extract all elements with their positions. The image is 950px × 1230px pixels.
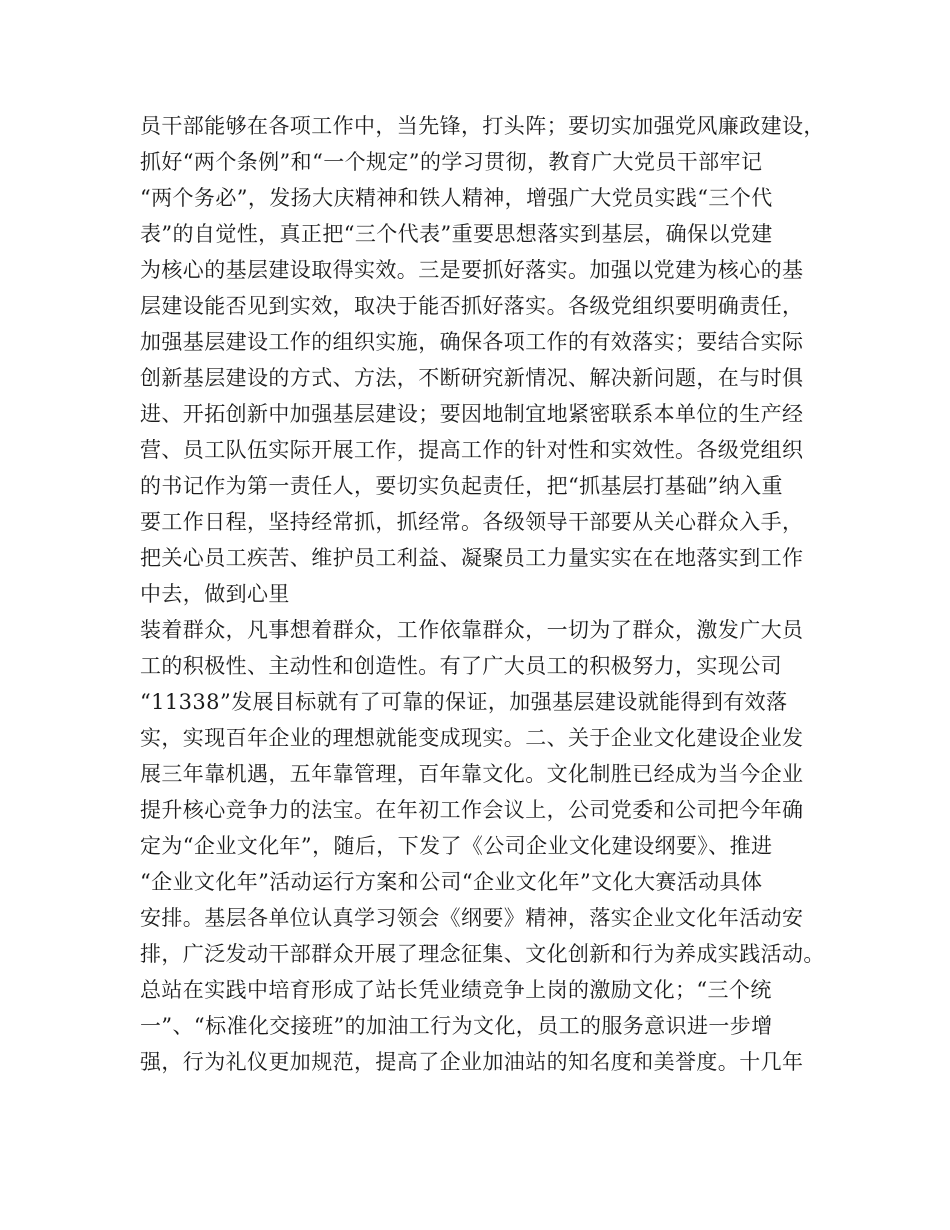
text-line: 加强基层建设工作的组织实施，确保各项工作的有效落实；要结合实际 bbox=[140, 330, 804, 354]
text-line: “企业文化年”活动运行方案和公司“企业文化年”文化大赛活动具体 bbox=[140, 870, 763, 894]
text-line: 安排。基层各单位认真学习领会《纲要》精神，落实企业文化年活动安 bbox=[140, 906, 804, 930]
text-line: 工的积极性、主动性和创造性。有了广大员工的积极努力，实现公司 bbox=[140, 654, 782, 678]
text-line: “两个务必”，发扬大庆精神和铁人精神，增强广大党员实践“三个代 bbox=[140, 186, 773, 210]
text-line: 营、员工队伍实际开展工作，提高工作的针对性和实效性。各级党组织 bbox=[140, 438, 804, 462]
text-line: “11338”发展目标就有了可靠的保证，加强基层建设就能得到有效落 bbox=[140, 690, 788, 714]
text-line: 强，行为礼仪更加规范，提高了企业加油站的知名度和美誉度。十几年 bbox=[140, 1050, 804, 1074]
text-line: 进、开拓创新中加强基层建设；要因地制宜地紧密联系本单位的生产经 bbox=[140, 402, 804, 426]
text-line: 实，实现百年企业的理想就能变成现实。二、关于企业文化建设企业发 bbox=[140, 726, 804, 750]
text-line: 把关心员工疾苦、维护员工利益、凝聚员工力量实实在在地落实到工作 bbox=[140, 546, 804, 570]
text-line: 提升核心竞争力的法宝。在年初工作会议上，公司党委和公司把今年确 bbox=[140, 798, 804, 822]
text-line: 展三年靠机遇，五年靠管理，百年靠文化。文化制胜已经成为当今企业 bbox=[140, 762, 804, 786]
text-line: 装着群众，凡事想着群众，工作依靠群众，一切为了群众，激发广大员 bbox=[140, 618, 804, 642]
text-line: 层建设能否见到实效，取决于能否抓好落实。各级党组织要明确责任， bbox=[140, 294, 804, 318]
text-line: 中去，做到心里 bbox=[140, 582, 290, 606]
body-text bbox=[140, 108, 830, 1080]
text-line: 为核心的基层建设取得实效。三是要抓好落实。加强以党建为核心的基 bbox=[140, 258, 804, 282]
text-line: 总站在实践中培育形成了站长凭业绩竞争上岗的激励文化；“三个统 bbox=[140, 978, 772, 1002]
text-line: 要工作日程，坚持经常抓，抓经常。各级领导干部要从关心群众入手， bbox=[140, 510, 804, 534]
text-line: 员干部能够在各项工作中，当先锋，打头阵；要切实加强党风廉政建设， bbox=[140, 114, 825, 138]
text-line: 抓好“两个条例”和“一个规定”的学习贯彻，教育广大党员干部牢记 bbox=[140, 150, 763, 174]
text-line: 排，广泛发动干部群众开展了理念征集、文化创新和行为养成实践活动。 bbox=[140, 942, 825, 966]
text-line: 创新基层建设的方式、方法，不断研究新情况、解决新问题，在与时俱 bbox=[140, 366, 804, 390]
text-line: 的书记作为第一责任人，要切实负起责任，把“抓基层打基础”纳入重 bbox=[140, 474, 783, 498]
text-line: 定为“企业文化年”，随后，下发了《公司企业文化建设纲要》、推进 bbox=[140, 834, 773, 858]
text-line: 表”的自觉性，真正把“三个代表”重要思想落实到基层，确保以党建 bbox=[140, 222, 773, 246]
text-line: 一”、“标准化交接班”的加油工行为文化，员工的服务意识进一步增 bbox=[140, 1014, 773, 1038]
